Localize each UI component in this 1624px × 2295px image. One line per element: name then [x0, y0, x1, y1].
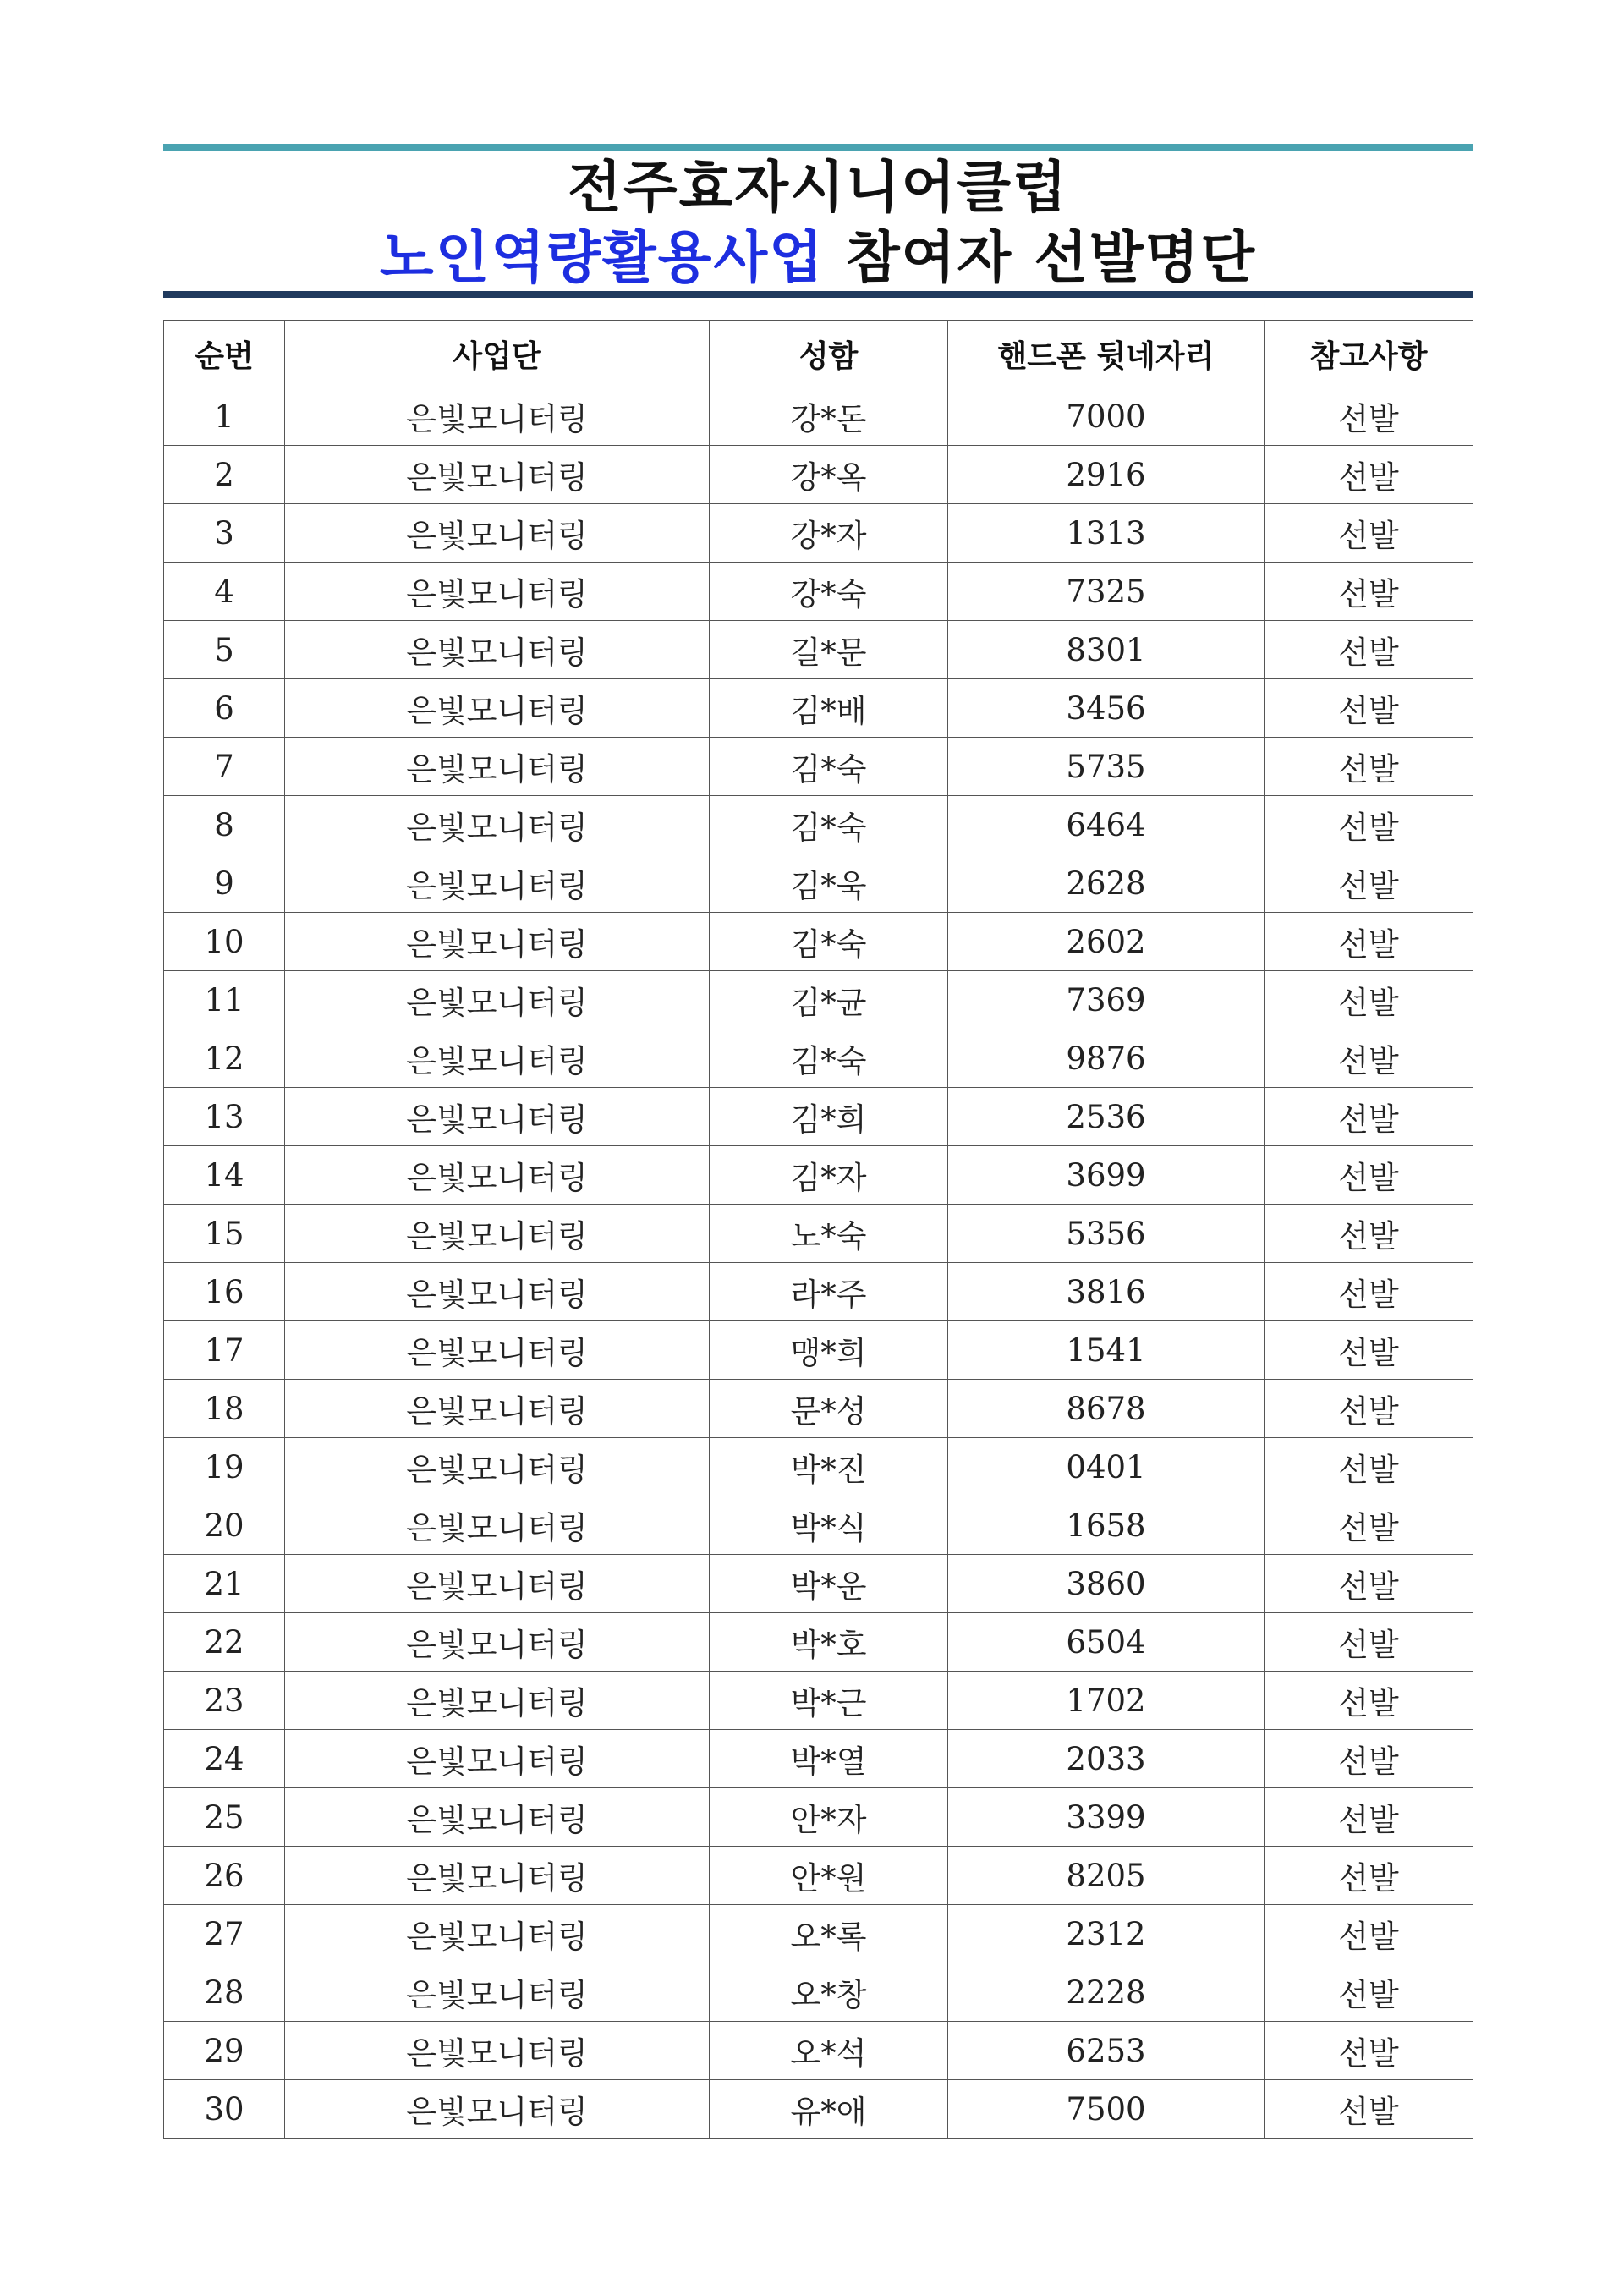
cell-phone-last-digits: 7325: [948, 563, 1265, 621]
cell-number: 21: [164, 1555, 285, 1613]
cell-name: 김*균: [710, 971, 948, 1029]
header-project-team: 사업단: [285, 321, 710, 387]
cell-name: 박*운: [710, 1555, 948, 1613]
cell-phone-last-digits: 3456: [948, 679, 1265, 738]
cell-name: 박*식: [710, 1496, 948, 1555]
table-row: [164, 1088, 1473, 1146]
cell-name: 유*애: [710, 2080, 948, 2139]
cell-name: 박*열: [710, 1730, 948, 1788]
cell-phone-last-digits: 7000: [948, 387, 1265, 446]
cell-number: 12: [164, 1029, 285, 1088]
cell-project-team: 은빛모니터링: [285, 854, 710, 913]
cell-phone-last-digits: 2628: [948, 854, 1265, 913]
cell-remarks: 선발: [1265, 1963, 1473, 2022]
table-row: [164, 1905, 1473, 1963]
cell-name: 오*창: [710, 1963, 948, 2022]
cell-phone-last-digits: 3860: [948, 1555, 1265, 1613]
cell-project-team: 은빛모니터링: [285, 1496, 710, 1555]
cell-name: 길*문: [710, 621, 948, 679]
table-row: [164, 1730, 1473, 1788]
cell-remarks: 선발: [1265, 796, 1473, 854]
cell-number: 19: [164, 1438, 285, 1496]
cell-project-team: 은빛모니터링: [285, 621, 710, 679]
cell-remarks: 선발: [1265, 1847, 1473, 1905]
table-header-row: [164, 321, 1473, 387]
cell-phone-last-digits: 3816: [948, 1263, 1265, 1321]
table-row: [164, 2022, 1473, 2080]
cell-remarks: 선발: [1265, 1555, 1473, 1613]
cell-project-team: 은빛모니터링: [285, 1613, 710, 1672]
table-row: [164, 387, 1473, 446]
cell-project-team: 은빛모니터링: [285, 738, 710, 796]
table-row: [164, 796, 1473, 854]
table-row: [164, 2080, 1473, 2139]
participant-table: [163, 320, 1473, 2139]
cell-number: 5: [164, 621, 285, 679]
cell-phone-last-digits: 2916: [948, 446, 1265, 504]
cell-number: 22: [164, 1613, 285, 1672]
cell-number: 18: [164, 1380, 285, 1438]
cell-phone-last-digits: 3399: [948, 1788, 1265, 1847]
cell-project-team: 은빛모니터링: [285, 971, 710, 1029]
cell-project-team: 은빛모니터링: [285, 387, 710, 446]
cell-number: 28: [164, 1963, 285, 2022]
document-title: [163, 154, 1473, 294]
cell-name: 안*자: [710, 1788, 948, 1847]
cell-number: 26: [164, 1847, 285, 1905]
table-row: [164, 1963, 1473, 2022]
cell-remarks: 선발: [1265, 1088, 1473, 1146]
cell-project-team: 은빛모니터링: [285, 1788, 710, 1847]
cell-number: 7: [164, 738, 285, 796]
cell-number: 16: [164, 1263, 285, 1321]
cell-project-team: 은빛모니터링: [285, 1730, 710, 1788]
cell-phone-last-digits: 1313: [948, 504, 1265, 563]
table-row: [164, 1496, 1473, 1555]
cell-project-team: 은빛모니터링: [285, 1672, 710, 1730]
cell-name: 라*주: [710, 1263, 948, 1321]
cell-name: 오*석: [710, 2022, 948, 2080]
cell-number: 9: [164, 854, 285, 913]
cell-remarks: 선발: [1265, 971, 1473, 1029]
cell-name: 김*희: [710, 1088, 948, 1146]
title-top-rule: [163, 144, 1473, 151]
table-row: [164, 679, 1473, 738]
cell-remarks: 선발: [1265, 1205, 1473, 1263]
cell-project-team: 은빛모니터링: [285, 679, 710, 738]
cell-phone-last-digits: 0401: [948, 1438, 1265, 1496]
cell-number: 15: [164, 1205, 285, 1263]
title-list-name: 참여자 선발명단: [824, 225, 1257, 290]
cell-name: 박*근: [710, 1672, 948, 1730]
cell-project-team: 은빛모니터링: [285, 1438, 710, 1496]
header-name: 성함: [710, 321, 948, 387]
title-program-name: 노인역량활용사업: [379, 225, 825, 290]
table-row: [164, 1380, 1473, 1438]
title-organization: 전주효자시니어클럽: [568, 155, 1068, 220]
cell-name: 김*자: [710, 1146, 948, 1205]
cell-name: 안*원: [710, 1847, 948, 1905]
cell-name: 강*옥: [710, 446, 948, 504]
cell-phone-last-digits: 9876: [948, 1029, 1265, 1088]
table-row: [164, 1613, 1473, 1672]
cell-number: 14: [164, 1146, 285, 1205]
cell-number: 4: [164, 563, 285, 621]
cell-remarks: 선발: [1265, 913, 1473, 971]
table-row: [164, 1555, 1473, 1613]
header-phone-last-digits: 핸드폰 뒷네자리: [948, 321, 1265, 387]
cell-name: 김*욱: [710, 854, 948, 913]
cell-phone-last-digits: 5735: [948, 738, 1265, 796]
cell-remarks: 선발: [1265, 854, 1473, 913]
cell-project-team: 은빛모니터링: [285, 504, 710, 563]
cell-phone-last-digits: 6504: [948, 1613, 1265, 1672]
cell-project-team: 은빛모니터링: [285, 1380, 710, 1438]
cell-project-team: 은빛모니터링: [285, 1029, 710, 1088]
cell-number: 29: [164, 2022, 285, 2080]
cell-phone-last-digits: 2536: [948, 1088, 1265, 1146]
cell-name: 강*숙: [710, 563, 948, 621]
cell-remarks: 선발: [1265, 738, 1473, 796]
table-row: [164, 971, 1473, 1029]
cell-name: 강*자: [710, 504, 948, 563]
header-remarks: 참고사항: [1265, 321, 1473, 387]
cell-project-team: 은빛모니터링: [285, 2022, 710, 2080]
cell-name: 문*성: [710, 1380, 948, 1438]
cell-number: 6: [164, 679, 285, 738]
cell-phone-last-digits: 6253: [948, 2022, 1265, 2080]
cell-name: 김*숙: [710, 738, 948, 796]
table-row: [164, 1029, 1473, 1088]
table-row: [164, 1205, 1473, 1263]
cell-number: 24: [164, 1730, 285, 1788]
cell-number: 30: [164, 2080, 285, 2139]
table-row: [164, 621, 1473, 679]
cell-remarks: 선발: [1265, 504, 1473, 563]
cell-phone-last-digits: 6464: [948, 796, 1265, 854]
cell-number: 11: [164, 971, 285, 1029]
cell-number: 27: [164, 1905, 285, 1963]
cell-name: 오*록: [710, 1905, 948, 1963]
cell-remarks: 선발: [1265, 1380, 1473, 1438]
cell-number: 8: [164, 796, 285, 854]
table-row: [164, 1438, 1473, 1496]
cell-name: 맹*희: [710, 1321, 948, 1380]
cell-name: 김*숙: [710, 913, 948, 971]
table-row: [164, 1847, 1473, 1905]
cell-phone-last-digits: 7369: [948, 971, 1265, 1029]
table-row: [164, 854, 1473, 913]
cell-name: 박*호: [710, 1613, 948, 1672]
cell-remarks: 선발: [1265, 679, 1473, 738]
cell-phone-last-digits: 1658: [948, 1496, 1265, 1555]
cell-remarks: 선발: [1265, 1438, 1473, 1496]
cell-remarks: 선발: [1265, 1730, 1473, 1788]
cell-project-team: 은빛모니터링: [285, 446, 710, 504]
cell-phone-last-digits: 2228: [948, 1963, 1265, 2022]
cell-phone-last-digits: 8205: [948, 1847, 1265, 1905]
table-row: [164, 1788, 1473, 1847]
cell-number: 2: [164, 446, 285, 504]
cell-phone-last-digits: 2312: [948, 1905, 1265, 1963]
cell-remarks: 선발: [1265, 1905, 1473, 1963]
cell-number: 13: [164, 1088, 285, 1146]
cell-project-team: 은빛모니터링: [285, 796, 710, 854]
cell-number: 25: [164, 1788, 285, 1847]
cell-project-team: 은빛모니터링: [285, 1205, 710, 1263]
table-row: [164, 913, 1473, 971]
cell-remarks: 선발: [1265, 2080, 1473, 2139]
table-row: [164, 563, 1473, 621]
cell-phone-last-digits: 8678: [948, 1380, 1265, 1438]
table-row: [164, 504, 1473, 563]
cell-number: 20: [164, 1496, 285, 1555]
cell-remarks: 선발: [1265, 621, 1473, 679]
cell-project-team: 은빛모니터링: [285, 1146, 710, 1205]
cell-remarks: 선발: [1265, 446, 1473, 504]
cell-project-team: 은빛모니터링: [285, 1088, 710, 1146]
table-row: [164, 1146, 1473, 1205]
cell-remarks: 선발: [1265, 563, 1473, 621]
cell-project-team: 은빛모니터링: [285, 913, 710, 971]
cell-remarks: 선발: [1265, 1146, 1473, 1205]
title-subtitle: [163, 222, 1473, 294]
cell-project-team: 은빛모니터링: [285, 1555, 710, 1613]
cell-name: 박*진: [710, 1438, 948, 1496]
cell-remarks: 선발: [1265, 1672, 1473, 1730]
cell-number: 1: [164, 387, 285, 446]
cell-phone-last-digits: 7500: [948, 2080, 1265, 2139]
cell-phone-last-digits: 5356: [948, 1205, 1265, 1263]
cell-number: 3: [164, 504, 285, 563]
cell-number: 10: [164, 913, 285, 971]
cell-remarks: 선발: [1265, 1029, 1473, 1088]
table-body: [164, 387, 1473, 2139]
cell-number: 17: [164, 1321, 285, 1380]
cell-name: 노*숙: [710, 1205, 948, 1263]
cell-phone-last-digits: 1541: [948, 1321, 1265, 1380]
cell-project-team: 은빛모니터링: [285, 2080, 710, 2139]
cell-phone-last-digits: 2033: [948, 1730, 1265, 1788]
cell-project-team: 은빛모니터링: [285, 1963, 710, 2022]
cell-phone-last-digits: 2602: [948, 913, 1265, 971]
table-row: [164, 1672, 1473, 1730]
cell-remarks: 선발: [1265, 2022, 1473, 2080]
title-bottom-rule: [163, 291, 1473, 298]
cell-number: 23: [164, 1672, 285, 1730]
cell-name: 강*돈: [710, 387, 948, 446]
cell-project-team: 은빛모니터링: [285, 563, 710, 621]
table-row: [164, 1321, 1473, 1380]
cell-remarks: 선발: [1265, 1496, 1473, 1555]
cell-phone-last-digits: 3699: [948, 1146, 1265, 1205]
cell-project-team: 은빛모니터링: [285, 1847, 710, 1905]
cell-project-team: 은빛모니터링: [285, 1263, 710, 1321]
cell-name: 김*숙: [710, 796, 948, 854]
table-row: [164, 1263, 1473, 1321]
cell-phone-last-digits: 8301: [948, 621, 1265, 679]
table-row: [164, 738, 1473, 796]
cell-remarks: 선발: [1265, 1263, 1473, 1321]
table-row: [164, 446, 1473, 504]
cell-project-team: 은빛모니터링: [285, 1321, 710, 1380]
cell-remarks: 선발: [1265, 1613, 1473, 1672]
cell-remarks: 선발: [1265, 1788, 1473, 1847]
cell-remarks: 선발: [1265, 1321, 1473, 1380]
cell-phone-last-digits: 1702: [948, 1672, 1265, 1730]
cell-name: 김*숙: [710, 1029, 948, 1088]
cell-project-team: 은빛모니터링: [285, 1905, 710, 1963]
cell-name: 김*배: [710, 679, 948, 738]
header-number: 순번: [164, 321, 285, 387]
cell-remarks: 선발: [1265, 387, 1473, 446]
